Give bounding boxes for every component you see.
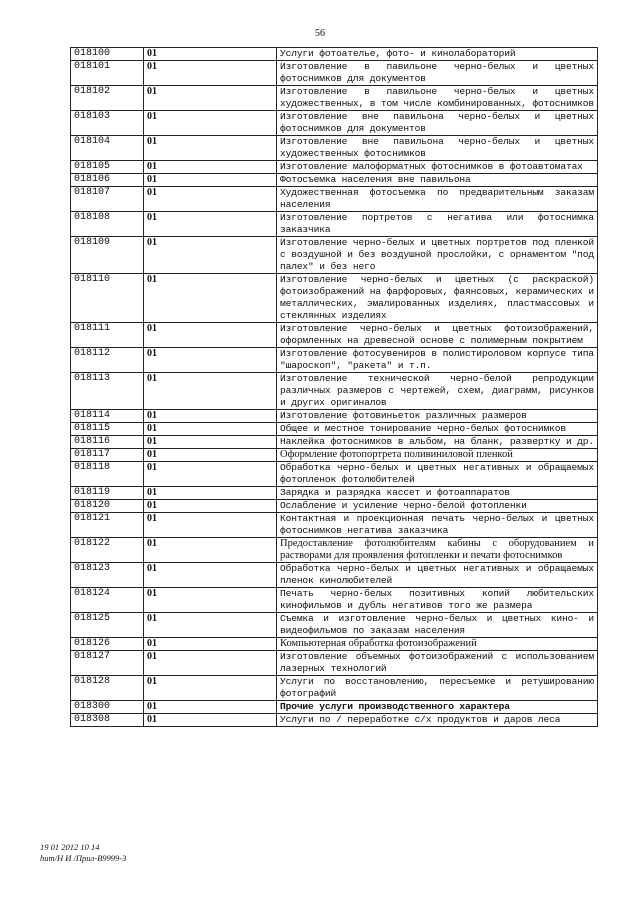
row-flag: 01	[144, 714, 277, 727]
row-description: Зарядка и разрядка кассет и фотоаппаратов	[277, 487, 598, 500]
row-flag: 01	[144, 86, 277, 111]
row-code: 018107	[71, 187, 144, 212]
table-row	[71, 436, 598, 449]
row-flag: 01	[144, 111, 277, 136]
row-description: Изготовление технической черно-белой репродукции различных размеров с чертежей, схем, диаграмм, рисунков и других оригиналов	[277, 373, 598, 410]
table-row	[71, 187, 598, 212]
row-flag: 01	[144, 563, 277, 588]
footer-timestamp: 19 01 2012 10 14	[40, 842, 100, 852]
table-row	[71, 373, 598, 410]
table-row	[71, 237, 598, 274]
table-row	[71, 212, 598, 237]
table-row	[71, 161, 598, 174]
row-description: Изготовление черно-белых и цветных портретов под пленкой с воздушной и без воздушной прослойки, с орнаментом "под палех" и без него	[277, 237, 598, 274]
row-code: 018123	[71, 563, 144, 588]
footer-file-reference: hum/H И /Прил-В9999-3	[40, 853, 127, 863]
row-code: 018109	[71, 237, 144, 274]
row-description: Изготовление вне павильона черно-белых и цветных фотоснимков для документов	[277, 111, 598, 136]
row-code: 018112	[71, 348, 144, 373]
table-row	[71, 676, 598, 701]
row-flag: 01	[144, 161, 277, 174]
row-description: Изготовление черно-белых и цветных (с раскраской) фотоизображений на фарфоровых, фаянсовых, керамических и металлических, эмалированных изделиях, пластмассовых и стеклянных изделиях	[277, 274, 598, 323]
row-flag: 01	[144, 613, 277, 638]
row-code: 018127	[71, 651, 144, 676]
row-flag: 01	[144, 513, 277, 538]
row-flag: 01	[144, 61, 277, 86]
row-description: Съемка и изготовление черно-белых и цветных кино- и видеофильмов по заказам населения	[277, 613, 598, 638]
row-code: 018108	[71, 212, 144, 237]
row-code: 018125	[71, 613, 144, 638]
row-code: 018105	[71, 161, 144, 174]
row-code: 018103	[71, 111, 144, 136]
row-code: 018300	[71, 701, 144, 714]
table-row	[71, 462, 598, 487]
row-flag: 01	[144, 449, 277, 462]
row-code: 018116	[71, 436, 144, 449]
row-flag: 01	[144, 48, 277, 61]
table-row	[71, 449, 598, 462]
table-row	[71, 714, 598, 727]
row-description: Изготовление объемных фотоизображений с использованием лазерных технологий	[277, 651, 598, 676]
row-flag: 01	[144, 136, 277, 161]
row-code: 018119	[71, 487, 144, 500]
row-description: Обработка черно-белых и цветных негативных и обращаемых пленок кинолюбителей	[277, 563, 598, 588]
row-flag: 01	[144, 174, 277, 187]
row-code: 018126	[71, 638, 144, 651]
service-code-table	[70, 47, 598, 727]
row-flag: 01	[144, 323, 277, 348]
table-row	[71, 638, 598, 651]
row-code: 018114	[71, 410, 144, 423]
row-flag: 01	[144, 538, 277, 563]
row-code: 018308	[71, 714, 144, 727]
row-description: Компьютерная обработка фотоизображений	[277, 638, 598, 651]
table-row	[71, 588, 598, 613]
table-row	[71, 538, 598, 563]
row-description: Изготовление портретов с негатива или фотоснимка заказчика	[277, 212, 598, 237]
row-description: Изготовление малоформатных фотоснимков в фотоавтоматах	[277, 161, 598, 174]
row-description: Художественная фотосъемка по предварительным заказам населения	[277, 187, 598, 212]
table-row	[71, 348, 598, 373]
row-description: Изготовление в павильоне черно-белых и цветных художественных, в том числе комбинированных, фотоснимков	[277, 86, 598, 111]
table-row	[71, 410, 598, 423]
row-description: Печать черно-белых позитивных копий любительских кинофильмов и дубль негативов того же размера	[277, 588, 598, 613]
table-row	[71, 61, 598, 86]
row-description: Изготовление в павильоне черно-белых и цветных фотоснимков для документов	[277, 61, 598, 86]
row-code: 018110	[71, 274, 144, 323]
row-flag: 01	[144, 187, 277, 212]
row-code: 018101	[71, 61, 144, 86]
row-description: Услуги фотоателье, фото- и кинолабораторий	[277, 48, 598, 61]
row-flag: 01	[144, 588, 277, 613]
row-description: Предоставление фотолюбителям кабины с оборудованием и растворами для проявления фотопленки и печати фотоснимков	[277, 538, 598, 563]
row-flag: 01	[144, 212, 277, 237]
table-row	[71, 423, 598, 436]
row-description: Прочие услуги производственного характера	[277, 701, 598, 714]
row-flag: 01	[144, 436, 277, 449]
row-flag: 01	[144, 237, 277, 274]
row-code: 018111	[71, 323, 144, 348]
row-description: Изготовление фотовиньеток различных размеров	[277, 410, 598, 423]
row-code: 018100	[71, 48, 144, 61]
page-number: 56	[315, 28, 325, 39]
row-code: 018115	[71, 423, 144, 436]
row-code: 018104	[71, 136, 144, 161]
row-description: Изготовление вне павильона черно-белых и цветных художественных фотоснимков	[277, 136, 598, 161]
table-row	[71, 48, 598, 61]
table-row	[71, 701, 598, 714]
row-code: 018124	[71, 588, 144, 613]
row-description: Контактная и проекционная печать черно-белых и цветных фотоснимков негатива заказчика	[277, 513, 598, 538]
row-flag: 01	[144, 410, 277, 423]
row-flag: 01	[144, 701, 277, 714]
table-row	[71, 651, 598, 676]
row-flag: 01	[144, 462, 277, 487]
row-description: Ослабление и усиление черно-белой фотопленки	[277, 500, 598, 513]
table-row	[71, 563, 598, 588]
table-row	[71, 136, 598, 161]
footer	[40, 842, 126, 864]
row-description: Фотосъемка населения вне павильона	[277, 174, 598, 187]
row-flag: 01	[144, 274, 277, 323]
row-description: Обработка черно-белых и цветных негативных и обращаемых фотопленок фотолюбителей	[277, 462, 598, 487]
row-flag: 01	[144, 638, 277, 651]
table-row	[71, 513, 598, 538]
table-row	[71, 174, 598, 187]
row-description: Оформление фотопортрета поливиниловой пленкой	[277, 449, 598, 462]
row-code: 018117	[71, 449, 144, 462]
row-flag: 01	[144, 423, 277, 436]
row-flag: 01	[144, 348, 277, 373]
row-description: Изготовление фотосувениров в полистироловом корпусе типа "шароскоп", "ракета" и т.п.	[277, 348, 598, 373]
table-row	[71, 323, 598, 348]
row-flag: 01	[144, 676, 277, 701]
table-row	[71, 274, 598, 323]
row-code: 018120	[71, 500, 144, 513]
row-flag: 01	[144, 373, 277, 410]
row-code: 018118	[71, 462, 144, 487]
row-flag: 01	[144, 500, 277, 513]
row-description: Изготовление черно-белых и цветных фотоизображений, оформленных на древесной основе с полимерным покрытием	[277, 323, 598, 348]
row-description: Общее и местное тонирование черно-белых фотоснимков	[277, 423, 598, 436]
row-code: 018121	[71, 513, 144, 538]
table-row	[71, 111, 598, 136]
table-body	[71, 48, 598, 727]
table-row	[71, 500, 598, 513]
row-flag: 01	[144, 487, 277, 500]
row-code: 018122	[71, 538, 144, 563]
table-row	[71, 487, 598, 500]
row-code: 018106	[71, 174, 144, 187]
table-row	[71, 86, 598, 111]
row-flag: 01	[144, 651, 277, 676]
row-code: 018102	[71, 86, 144, 111]
table-row	[71, 613, 598, 638]
row-description: Услуги по / переработке с/х продуктов и даров леса	[277, 714, 598, 727]
row-description: Услуги по восстановлению, пересъемке и ретушированию фотографий	[277, 676, 598, 701]
row-code: 018113	[71, 373, 144, 410]
row-description: Наклейка фотоснимков в альбом, на бланк, развертку и др.	[277, 436, 598, 449]
row-code: 018128	[71, 676, 144, 701]
